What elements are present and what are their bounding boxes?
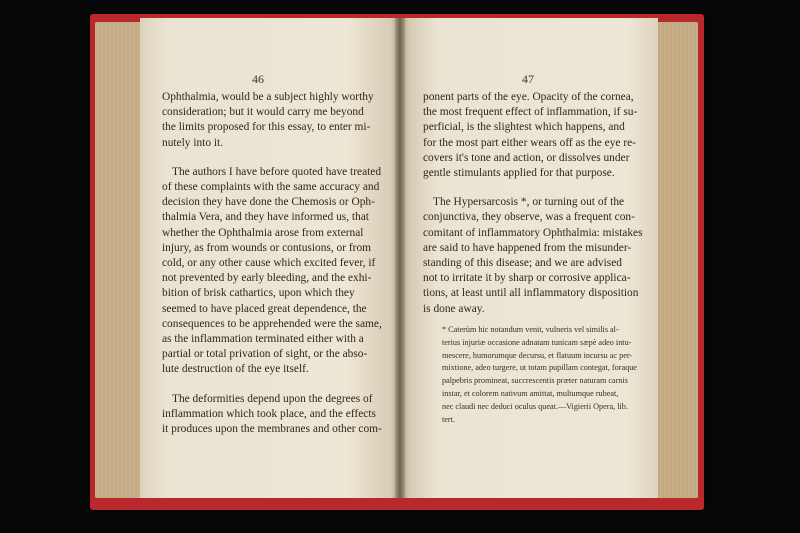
text-line: for the most part either wears off as the eye re- xyxy=(423,136,636,149)
right-page-edges xyxy=(654,22,698,498)
right-page-text xyxy=(423,90,643,317)
text-line: cold, or any other cause which excited fever, if xyxy=(162,257,376,270)
text-line xyxy=(423,181,643,195)
text-line: thalmia Vera, and they have informed us, that xyxy=(162,211,369,224)
text-line: of these complaints with the same accuracy and xyxy=(162,181,380,194)
left-page-text xyxy=(162,90,382,437)
text-line: standing of this disease; and we are advised xyxy=(423,257,622,270)
book-gutter xyxy=(395,18,405,498)
text-line: instar, et colorem nativum amittat, multumque rubeat, xyxy=(442,388,619,398)
text-line: lute destruction of the eye itself. xyxy=(162,363,309,376)
text-line: the most frequent effect of inflammation, if su- xyxy=(423,106,638,119)
text-line: perficial, is the slightest which happens, and xyxy=(423,121,625,134)
right-page-footnote xyxy=(442,324,637,426)
text-line: not to irritate it by sharp or corrosive applica- xyxy=(423,272,631,285)
text-line: tert. xyxy=(442,414,455,424)
text-line: as the inflammation terminated either with a xyxy=(162,333,364,346)
text-line: comitant of inflammatory Ophthalmia: mistakes xyxy=(423,226,643,239)
text-line: The deformities depend upon the degrees of xyxy=(172,392,373,405)
text-line: palpebris promineat, succrescentis præter naturam carnis xyxy=(442,376,628,386)
text-line xyxy=(162,151,382,165)
text-line: consideration; but it would carry me beyond xyxy=(162,106,364,119)
text-line: the limits proposed for this essay, to enter mi- xyxy=(162,121,371,134)
text-line: seemed to have placed great dependence, the xyxy=(162,302,367,315)
text-line: are said to have happened from the misunder- xyxy=(423,241,632,254)
text-line: conjunctiva, they observe, was a frequent con- xyxy=(423,211,635,224)
text-line: decision they have done the Chemosis or Oph- xyxy=(162,196,375,209)
text-line: nec claudi nec deduci oculus queat.—Vigierii Opera, lib. xyxy=(442,401,628,411)
text-line: is done away. xyxy=(423,302,485,315)
text-line: whether the Ophthalmia arose from external xyxy=(162,226,364,239)
text-line: partial or total privation of sight, or the abso- xyxy=(162,348,368,361)
text-line: Ophthalmia, would be a subject highly worthy xyxy=(162,91,374,103)
text-line xyxy=(162,378,382,392)
text-line: gentle stimulants applied for that purpose. xyxy=(423,167,615,180)
text-line: The authors I have before quoted have treated xyxy=(172,165,382,178)
text-line: * Caterùm hic notandum venit, vulneris vel similis al- xyxy=(442,325,619,334)
text-line: mixtione, adeo turgere, ut totam pupillam contegat, foraque xyxy=(442,363,637,373)
text-line: bition of brisk cathartics, upon which they xyxy=(162,287,355,300)
text-line: not prevented by early bleeding, and the exhi- xyxy=(162,272,372,285)
text-line: consequences to be apprehended were the same, xyxy=(162,317,382,330)
text-line: The Hypersarcosis *, or turning out of the xyxy=(433,196,625,209)
text-line: inflammation which took place, and the effects xyxy=(162,407,376,420)
text-line: tions, at least until all inflammatory disposition xyxy=(423,287,639,300)
text-line: ponent parts of the eye. Opacity of the cornea, xyxy=(423,91,634,103)
text-line: nutely into it. xyxy=(162,136,224,149)
right-page-number: 47 xyxy=(522,72,534,86)
text-line: it produces upon the membranes and other com- xyxy=(162,423,382,436)
text-line: covers it's tone and action, or dissolves under xyxy=(423,151,630,164)
text-line: mescere, humorumque decursu, et flatuum incursu ac per- xyxy=(442,350,633,360)
text-line: injury, as from wounds or contusions, or from xyxy=(162,241,372,254)
left-page-number: 46 xyxy=(252,72,264,86)
text-line: terius injuriæ occasione adnatam tunicam sæpè adeo intu- xyxy=(442,337,632,347)
